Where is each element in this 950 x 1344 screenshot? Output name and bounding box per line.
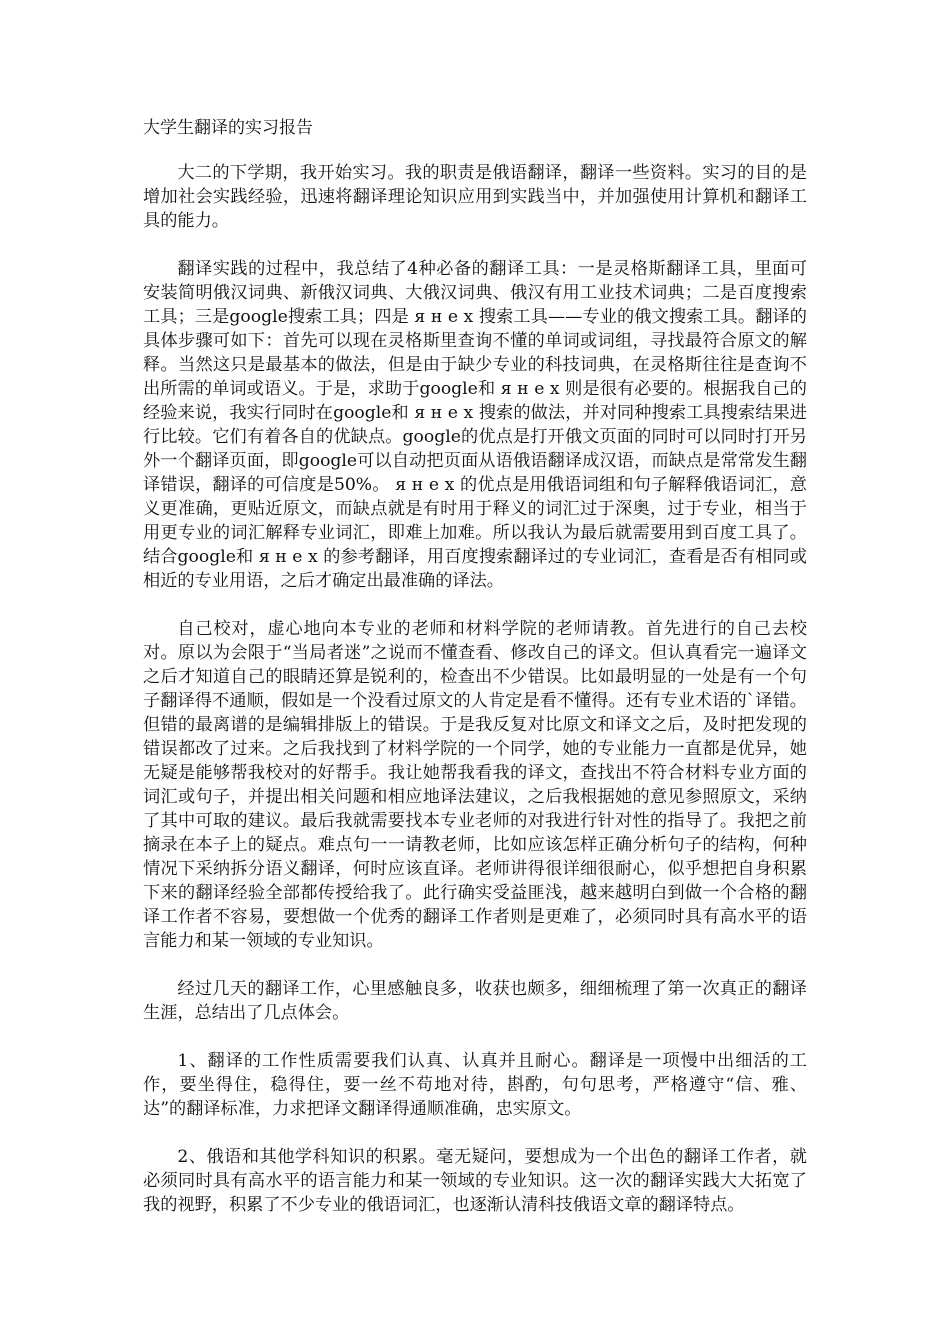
paragraph-translation-tools: 翻译实践的过程中，我总结了4种必备的翻译工具：一是灵格斯翻译工具，里面可安装简明俄汉词典、新俄汉词典、大俄汉词典、俄汉有用工业技术词典；二是百度搜索工具；三是google搜索工具；四是 я н е х 搜索工具——专业的俄文搜索工具。翻译的具体步骤可如下：首先可以现在灵格斯里查询不懂的单词或词组，寻找最符合原文的解释。当然这只是最基本的做法，但是由于缺少专业的科技词典，在灵格斯往往是查询不出所需的单词或语义。于是，求助于google和 я н е х 则是很有必要的。根据我自己的经验来说，我实行同时在google和 я н е х 搜索的做法，并对同种搜索工具搜索结果进行比较。它们有着各自的优缺点。google的优点是打开俄文页面的同时可以同时打开另外一个翻译页面，即google可以自动把页面从语俄语翻译成汉语，而缺点是常常发生翻译错误，翻译的可信度是50%。 я н е х 的优点是用俄语词组和句子解释俄语词汇，意义更准确，更贴近原文，而缺点就是有时用于释义的词汇过于深奥，过于专业，相当于用更专业的词汇解释专业词汇，即难上加难。所以我认为最后就需要用到百度工具了。结合google和 я н е х 的参考翻译，用百度搜索翻译过的专业词汇，查看是否有相同或相近的专业用语，之后才确定出最准确的译法。 [143, 259, 807, 591]
paragraph-proofreading: 自己校对，虚心地向本专业的老师和材料学院的老师请教。首先进行的自己去校对。原以为会限于“当局者迷”之说而不懂查看、修改自己的译文。但认真看完一遍译文之后才知道自己的眼睛还算是锐利的，检查出不少错误。比如最明显的一处是有一个句子翻译得不通顺，假如是一个没看过原文的人肯定是看不懂得。还有专业术语的`译错。但错的最离谱的是编辑排版上的错误。于是我反复对比原文和译文之后，及时把发现的错误都改了过来。之后我找到了材料学院的一个同学，她的专业能力一直都是优异，她无疑是能够帮我校对的好帮手。我让她帮我看我的译文，查找出不符合材料专业方面的词汇或句子，并提出相关问题和相应地译法建议，之后我根据她的意见参照原文，采纳了其中可取的建议。最后我就需要找本专业老师的对我进行针对性的指导了。我把之前摘录在本子上的疑点。难点句一一请教老师，比如应该怎样正确分析句子的结构，何种情况下采纳拆分语义翻译，何时应该直译。老师讲得很详细很耐心，似乎想把自身积累下来的翻译经验全部都传授给我了。此行确实受益匪浅，越来越明白到做一个合格的翻译工作者不容易，要想做一个优秀的翻译工作者则是更难了，必须同时具有高水平的语言能力和某一领域的专业知识。 [143, 619, 807, 951]
paragraph-internship-intro: 大二的下学期，我开始实习。我的职责是俄语翻译，翻译一些资料。实习的目的是增加社会实践经验，迅速将翻译理论知识应用到实践当中，并加强使用计算机和翻译工具的能力。 [143, 163, 807, 231]
paragraph-reflection: 经过几天的翻译工作，心里感触良多，收获也颇多，细细梳理了第一次真正的翻译生涯，总结出了几点体会。 [143, 979, 807, 1023]
document-page [143, 116, 807, 1217]
paragraph-point-1: 1、翻译的工作性质需要我们认真、认真并且耐心。翻译是一项慢中出细活的工作，要坐得住，稳得住，要一丝不苟地对待，斟酌，句句思考，严格遵守“信、雅、达”的翻译标准，力求把译文翻译得通顺准确，忠实原文。 [143, 1051, 807, 1119]
document-title: 大学生翻译的实习报告 [143, 118, 313, 138]
paragraph-point-2: 2、俄语和其他学科知识的积累。毫无疑问，要想成为一个出色的翻译工作者，就必须同时具有高水平的语言能力和某一领域的专业知识。这一次的翻译实践大大拓宽了我的视野，积累了不少专业的俄语词汇，也逐渐认清科技俄语文章的翻译特点。 [143, 1147, 807, 1215]
